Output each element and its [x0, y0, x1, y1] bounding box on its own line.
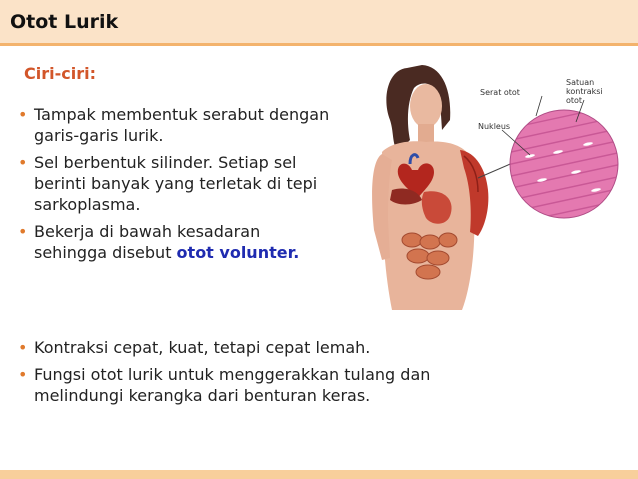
subtitle: Ciri-ciri: — [24, 64, 96, 83]
list-item — [18, 364, 514, 406]
title-bar — [0, 0, 638, 46]
title-divider — [0, 43, 638, 46]
list-item — [18, 152, 334, 215]
label-satuan-kontraksi: Satuan kontraksi otot — [566, 78, 603, 105]
bullet-icon: • — [18, 105, 28, 124]
muscle-illustration — [352, 60, 622, 310]
bottom-bar — [0, 470, 638, 479]
highlight-term: otot volunter. — [176, 243, 300, 262]
bullet-icon: • — [18, 338, 28, 357]
slide-title: Otot Lurik — [10, 11, 119, 33]
list-item-text: Bekerja di bawah kesadaran sehingga disebut — [34, 222, 261, 262]
list-item — [18, 337, 514, 358]
list-item — [18, 221, 334, 263]
list-item-text: Kontraksi cepat, kuat, tetapi cepat lemah. — [34, 338, 371, 357]
bullet-icon: • — [18, 365, 28, 384]
list-item-text: Sel berbentuk silinder. Setiap sel berinti banyak yang terletak di tepi sarkoplasma. — [34, 153, 318, 214]
bullet-icon: • — [18, 222, 28, 241]
list-item-text: Fungsi otot lurik untuk menggerakkan tulang dan melindungi kerangka dari benturan keras. — [34, 365, 431, 405]
label-nukleus: Nukleus — [478, 122, 511, 131]
label-serat-otot: Serat otot — [480, 88, 520, 97]
bullet-icon: • — [18, 153, 28, 172]
function-list — [18, 337, 514, 412]
characteristics-list — [18, 104, 334, 269]
list-item-text: Tampak membentuk serabut dengan garis-garis lurik. — [34, 105, 330, 145]
list-item — [18, 104, 334, 146]
